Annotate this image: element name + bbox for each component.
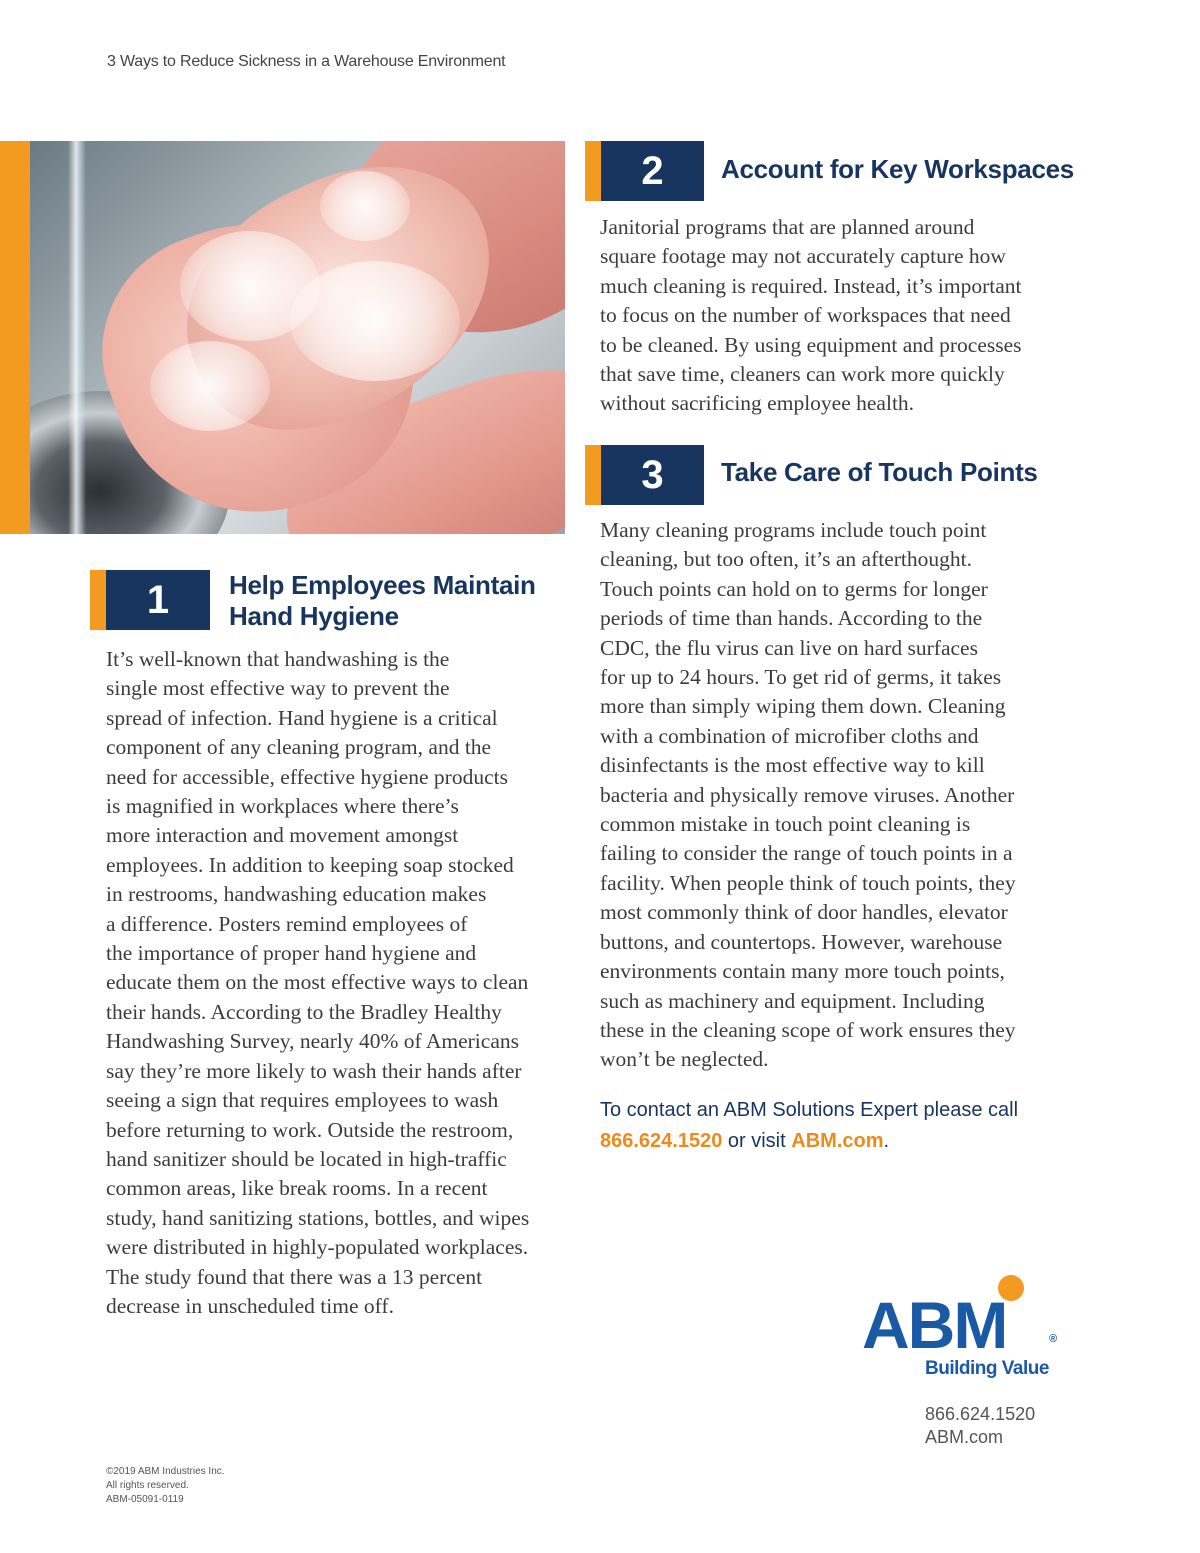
section-1-title (229, 570, 536, 632)
section-number: 3 (601, 445, 704, 505)
contact-line: To contact an ABM Solutions Expert please call (600, 1099, 1019, 1121)
footer-contact (925, 1403, 1035, 1449)
body-line: It’s well-known that handwashing is the (106, 647, 450, 671)
body-line: won’t be neglected. (600, 1047, 769, 1072)
section-1-marker (90, 570, 210, 630)
body-line: Handwashing Survey, nearly 40% of Americans (106, 1029, 519, 1054)
body-line: for up to 24 hours. To get rid of germs, it takes (600, 665, 1002, 690)
footer-phone: 866.624.1520 (925, 1404, 1036, 1424)
body-line: facility. When people think of touch points, they (600, 870, 1016, 895)
body-line: Touch points can hold on to germs for longer (600, 576, 988, 601)
section-2-marker (585, 141, 704, 201)
body-line: disinfectants is the most effective way to kill (600, 753, 985, 778)
footer-website[interactable]: ABM.com (925, 1427, 1004, 1447)
section-3-title (721, 457, 1038, 488)
section-2-title (721, 154, 1074, 185)
contact-period: . (883, 1130, 890, 1152)
copyright-line: All rights reserved. (106, 1480, 189, 1491)
body-line: to focus on the number of workspaces that need (600, 303, 1011, 328)
body-line: is magnified in workplaces where there’s (106, 794, 459, 819)
body-line: common areas, like break rooms. In a recent (106, 1176, 488, 1201)
body-line: with a combination of microfiber cloths and (600, 723, 979, 748)
soap-foam (320, 171, 410, 241)
body-line: without sacrificing employee health. (600, 391, 915, 416)
body-line: need for accessible, effective hygiene products (106, 764, 508, 789)
body-line: failing to consider the range of touch points in a (600, 841, 1013, 866)
logo-wordmark: ABM (862, 1288, 1007, 1362)
contact-or-visit: or visit (722, 1130, 792, 1152)
water-stream (68, 141, 86, 534)
body-line: say they’re more likely to wash their hands after (106, 1058, 522, 1083)
title-line: Help Employees Maintain (229, 570, 536, 600)
body-line: before returning to work. Outside the restroom, (106, 1117, 514, 1142)
logo-tagline: Building Value (925, 1358, 1049, 1379)
section-number: 2 (601, 141, 704, 201)
body-line: bacteria and physically remove viruses. Another (600, 782, 1015, 807)
copyright-block (106, 1465, 225, 1507)
body-line: study, hand sanitizing stations, bottles, and wipes (106, 1205, 530, 1230)
body-line: a difference. Posters remind employees of (106, 911, 468, 936)
contact-line-2 (600, 1126, 1070, 1157)
body-line: common mistake in touch point cleaning is (600, 812, 971, 837)
body-line: Janitorial programs that are planned around (600, 215, 975, 239)
body-line: buttons, and countertops. However, warehouse (600, 929, 1003, 954)
section-1-body (106, 645, 529, 1321)
body-line: were distributed in highly-populated workplaces. (106, 1235, 529, 1260)
body-line: Many cleaning programs include touch point (600, 518, 987, 542)
body-line: cleaning, but too often, it’s an afterthought. (600, 547, 972, 572)
body-line: more interaction and movement amongst (106, 823, 459, 848)
body-line: much cleaning is required. Instead, it’s important (600, 273, 1022, 298)
soap-foam (290, 261, 460, 381)
body-line: single most effective way to prevent the (106, 676, 450, 701)
body-line: these in the cleaning scope of work ensures they (600, 1017, 1016, 1042)
handwashing-photo (30, 141, 565, 534)
section-accent (585, 141, 601, 201)
body-line: environments contain many more touch points, (600, 959, 1005, 984)
body-line: more than simply wiping them down. Cleaning (600, 694, 1006, 719)
body-line: employees. In addition to keeping soap stocked (106, 852, 514, 877)
document-header: 3 Ways to Reduce Sickness in a Warehouse Environment (107, 53, 506, 70)
body-line: educate them on the most effective ways to clean (106, 970, 529, 995)
section-accent (90, 570, 106, 630)
section-number: 1 (106, 570, 210, 630)
body-line: in restrooms, handwashing education makes (106, 882, 487, 907)
body-line: seeing a sign that requires employees to wash (106, 1088, 499, 1113)
photo-accent-bar (0, 141, 30, 534)
section-2-body (600, 213, 1022, 419)
body-line: such as machinery and equipment. Including (600, 988, 985, 1013)
body-line: decrease in unscheduled time off. (106, 1293, 394, 1318)
body-line: component of any cleaning program, and the (106, 735, 492, 760)
contact-callout (600, 1095, 1070, 1157)
soap-foam (150, 341, 270, 431)
title-line: Take Care of Touch Points (721, 457, 1038, 487)
copyright-line: ©2019 ABM Industries Inc. (106, 1466, 225, 1477)
body-line: their hands. According to the Bradley Healthy (106, 999, 502, 1024)
body-line: The study found that there was a 13 percent (106, 1264, 483, 1289)
section-accent (585, 445, 601, 505)
body-line: to be cleaned. By using equipment and processes (600, 332, 1022, 357)
section-3-marker (585, 445, 704, 505)
body-line: spread of infection. Hand hygiene is a critical (106, 705, 498, 730)
document-code: ABM-05091-0119 (106, 1494, 184, 1505)
title-line: Hand Hygiene (229, 601, 399, 631)
body-line: square footage may not accurately capture how (600, 244, 1006, 269)
body-line: the importance of proper hand hygiene and (106, 941, 477, 966)
title-line: Account for Key Workspaces (721, 154, 1074, 184)
contact-phone[interactable]: 866.624.1520 (600, 1130, 723, 1152)
body-line: most commonly think of door handles, elevator (600, 900, 1008, 925)
body-line: that save time, cleaners can work more quickly (600, 362, 1005, 387)
section-3-body (600, 516, 1016, 1075)
body-line: CDC, the flu virus can live on hard surfaces (600, 635, 978, 660)
body-line: hand sanitizer should be located in high-traffic (106, 1146, 507, 1171)
contact-website-link[interactable]: ABM.com (791, 1130, 884, 1152)
abm-logo (862, 1272, 1062, 1387)
body-line: periods of time than hands. According to the (600, 606, 983, 631)
registered-mark: ® (1049, 1333, 1058, 1345)
